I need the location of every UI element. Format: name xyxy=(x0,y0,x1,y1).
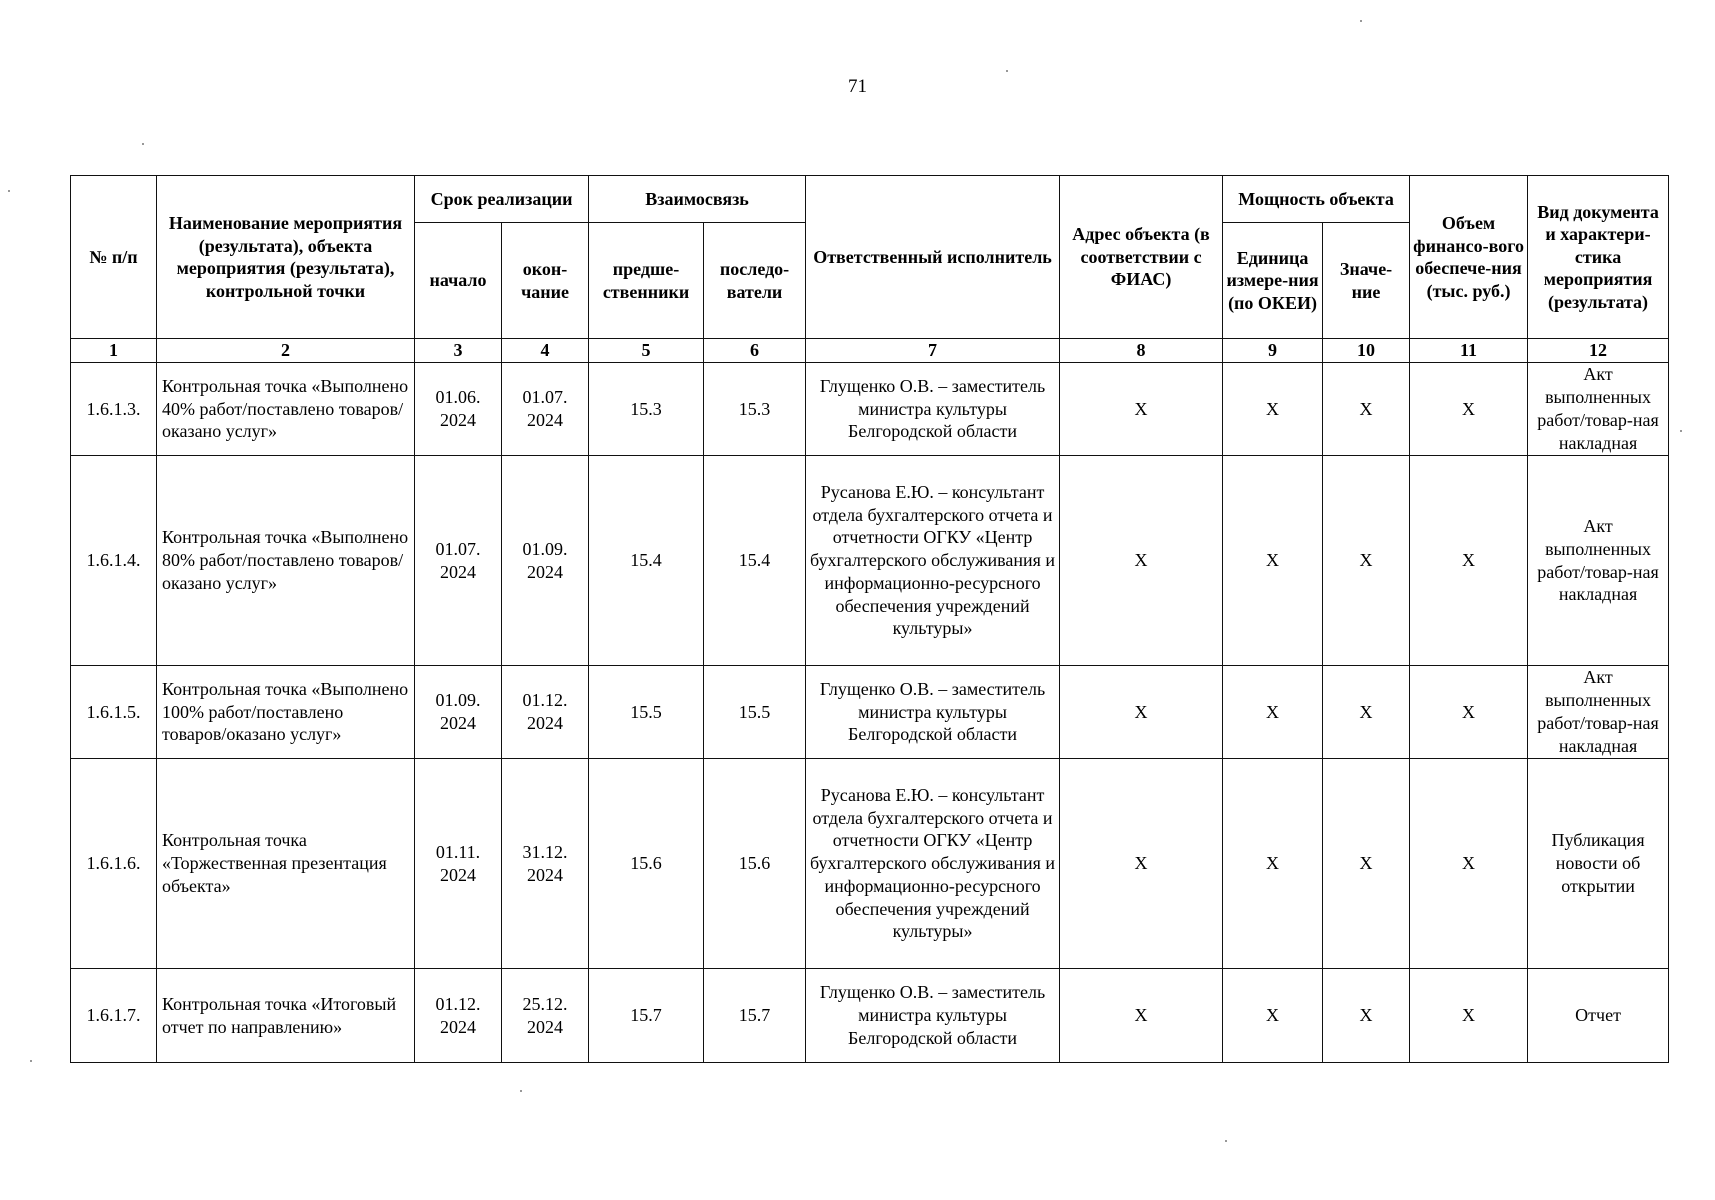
header-executor: Ответственный исполнитель xyxy=(806,176,1060,339)
scan-speck xyxy=(142,143,144,145)
row-executor: Русанова Е.Ю. – консультант отдела бухгалтерского отчета и отчетности ОГКУ «Центр бухгалтерского обслуживания и информационно-ресурсного обеспечения учреждений культуры» xyxy=(806,759,1060,969)
header-no: № п/п xyxy=(71,176,157,339)
column-number: 1 xyxy=(71,339,157,363)
row-unit: X xyxy=(1223,666,1323,759)
row-unit: X xyxy=(1223,456,1323,666)
column-number: 11 xyxy=(1410,339,1528,363)
row-executor: Глущенко О.В. – заместитель министра культуры Белгородской области xyxy=(806,363,1060,456)
row-next: 15.4 xyxy=(704,456,806,666)
row-finance: X xyxy=(1410,969,1528,1063)
row-end: 01.12. 2024 xyxy=(502,666,589,759)
row-prev: 15.4 xyxy=(589,456,704,666)
row-number: 1.6.1.7. xyxy=(71,969,157,1063)
row-name: Контрольная точка «Выполнено 100% работ/поставлено товаров/оказано услуг» xyxy=(157,666,415,759)
row-address: X xyxy=(1060,666,1223,759)
row-doc: Акт выполненных работ/товар-ная накладная xyxy=(1528,363,1669,456)
table-row xyxy=(71,456,1669,666)
row-next: 15.5 xyxy=(704,666,806,759)
scan-speck xyxy=(520,1090,522,1092)
column-number: 9 xyxy=(1223,339,1323,363)
row-start: 01.11. 2024 xyxy=(415,759,502,969)
row-number: 1.6.1.3. xyxy=(71,363,157,456)
column-number: 4 xyxy=(502,339,589,363)
row-finance: X xyxy=(1410,363,1528,456)
row-unit: X xyxy=(1223,363,1323,456)
scan-speck xyxy=(1006,70,1008,72)
row-start: 01.07. 2024 xyxy=(415,456,502,666)
column-number: 6 xyxy=(704,339,806,363)
row-start: 01.12. 2024 xyxy=(415,969,502,1063)
column-number: 10 xyxy=(1323,339,1410,363)
header-doc: Вид документа и характери-стика мероприятия (результата) xyxy=(1528,176,1669,339)
row-unit: X xyxy=(1223,969,1323,1063)
header-address: Адрес объекта (в соответствии с ФИАС) xyxy=(1060,176,1223,339)
row-next: 15.3 xyxy=(704,363,806,456)
column-numbers-row xyxy=(71,339,1669,363)
row-executor: Русанова Е.Ю. – консультант отдела бухгалтерского отчета и отчетности ОГКУ «Центр бухгалтерского обслуживания и информационно-ресурсного обеспечения учреждений культуры» xyxy=(806,456,1060,666)
row-number: 1.6.1.6. xyxy=(71,759,157,969)
row-end: 01.09. 2024 xyxy=(502,456,589,666)
row-doc: Отчет xyxy=(1528,969,1669,1063)
row-finance: X xyxy=(1410,666,1528,759)
scan-speck xyxy=(30,1060,32,1062)
row-executor: Глущенко О.В. – заместитель министра культуры Белгородской области xyxy=(806,969,1060,1063)
scan-speck xyxy=(1360,20,1362,22)
row-address: X xyxy=(1060,456,1223,666)
scan-speck xyxy=(1680,430,1682,432)
table-row xyxy=(71,363,1669,456)
row-end: 25.12. 2024 xyxy=(502,969,589,1063)
row-prev: 15.6 xyxy=(589,759,704,969)
header-finance: Объем финансо-вого обеспече-ния (тыс. руб.) xyxy=(1410,176,1528,339)
row-prev: 15.7 xyxy=(589,969,704,1063)
row-doc: Акт выполненных работ/товар-ная накладная xyxy=(1528,456,1669,666)
row-start: 01.06. 2024 xyxy=(415,363,502,456)
column-number: 12 xyxy=(1528,339,1669,363)
scan-speck xyxy=(1225,1140,1227,1142)
row-name: Контрольная точка «Выполнено 40% работ/поставлено товаров/оказано услуг» xyxy=(157,363,415,456)
table-row xyxy=(71,759,1669,969)
header-capacity: Мощность объекта xyxy=(1223,176,1410,223)
header-term-start: начало xyxy=(415,223,502,339)
row-executor: Глущенко О.В. – заместитель министра культуры Белгородской области xyxy=(806,666,1060,759)
row-next: 15.6 xyxy=(704,759,806,969)
row-finance: X xyxy=(1410,456,1528,666)
column-number: 7 xyxy=(806,339,1060,363)
row-value: X xyxy=(1323,759,1410,969)
column-number: 5 xyxy=(589,339,704,363)
table-row xyxy=(71,666,1669,759)
row-value: X xyxy=(1323,363,1410,456)
header-value: Значе-ние xyxy=(1323,223,1410,339)
plan-table xyxy=(70,175,1669,1063)
row-name: Контрольная точка «Выполнено 80% работ/поставлено товаров/оказано услуг» xyxy=(157,456,415,666)
row-doc: Акт выполненных работ/товар-ная накладная xyxy=(1528,666,1669,759)
row-unit: X xyxy=(1223,759,1323,969)
row-name: Контрольная точка «Торжественная презентация объекта» xyxy=(157,759,415,969)
table-row xyxy=(71,969,1669,1063)
header-link: Взаимосвязь xyxy=(589,176,806,223)
row-finance: X xyxy=(1410,759,1528,969)
row-next: 15.7 xyxy=(704,969,806,1063)
row-prev: 15.3 xyxy=(589,363,704,456)
row-address: X xyxy=(1060,969,1223,1063)
row-number: 1.6.1.5. xyxy=(71,666,157,759)
header-term-end: окон-чание xyxy=(502,223,589,339)
row-start: 01.09. 2024 xyxy=(415,666,502,759)
header-term: Срок реализации xyxy=(415,176,589,223)
row-end: 01.07. 2024 xyxy=(502,363,589,456)
row-name: Контрольная точка «Итоговый отчет по направлению» xyxy=(157,969,415,1063)
scan-speck xyxy=(8,190,10,192)
row-end: 31.12. 2024 xyxy=(502,759,589,969)
column-number: 8 xyxy=(1060,339,1223,363)
row-number: 1.6.1.4. xyxy=(71,456,157,666)
row-address: X xyxy=(1060,363,1223,456)
column-number: 2 xyxy=(157,339,415,363)
header-link-next: последо-ватели xyxy=(704,223,806,339)
column-number: 3 xyxy=(415,339,502,363)
row-doc: Публикация новости об открытии xyxy=(1528,759,1669,969)
header-name: Наименование мероприятия (результата), объекта мероприятия (результата), контрольной точки xyxy=(157,176,415,339)
row-value: X xyxy=(1323,969,1410,1063)
row-value: X xyxy=(1323,456,1410,666)
row-prev: 15.5 xyxy=(589,666,704,759)
header-unit: Единица измере-ния (по ОКЕИ) xyxy=(1223,223,1323,339)
row-address: X xyxy=(1060,759,1223,969)
row-value: X xyxy=(1323,666,1410,759)
header-link-prev: предше-ственники xyxy=(589,223,704,339)
page-number: 71 xyxy=(848,76,867,97)
